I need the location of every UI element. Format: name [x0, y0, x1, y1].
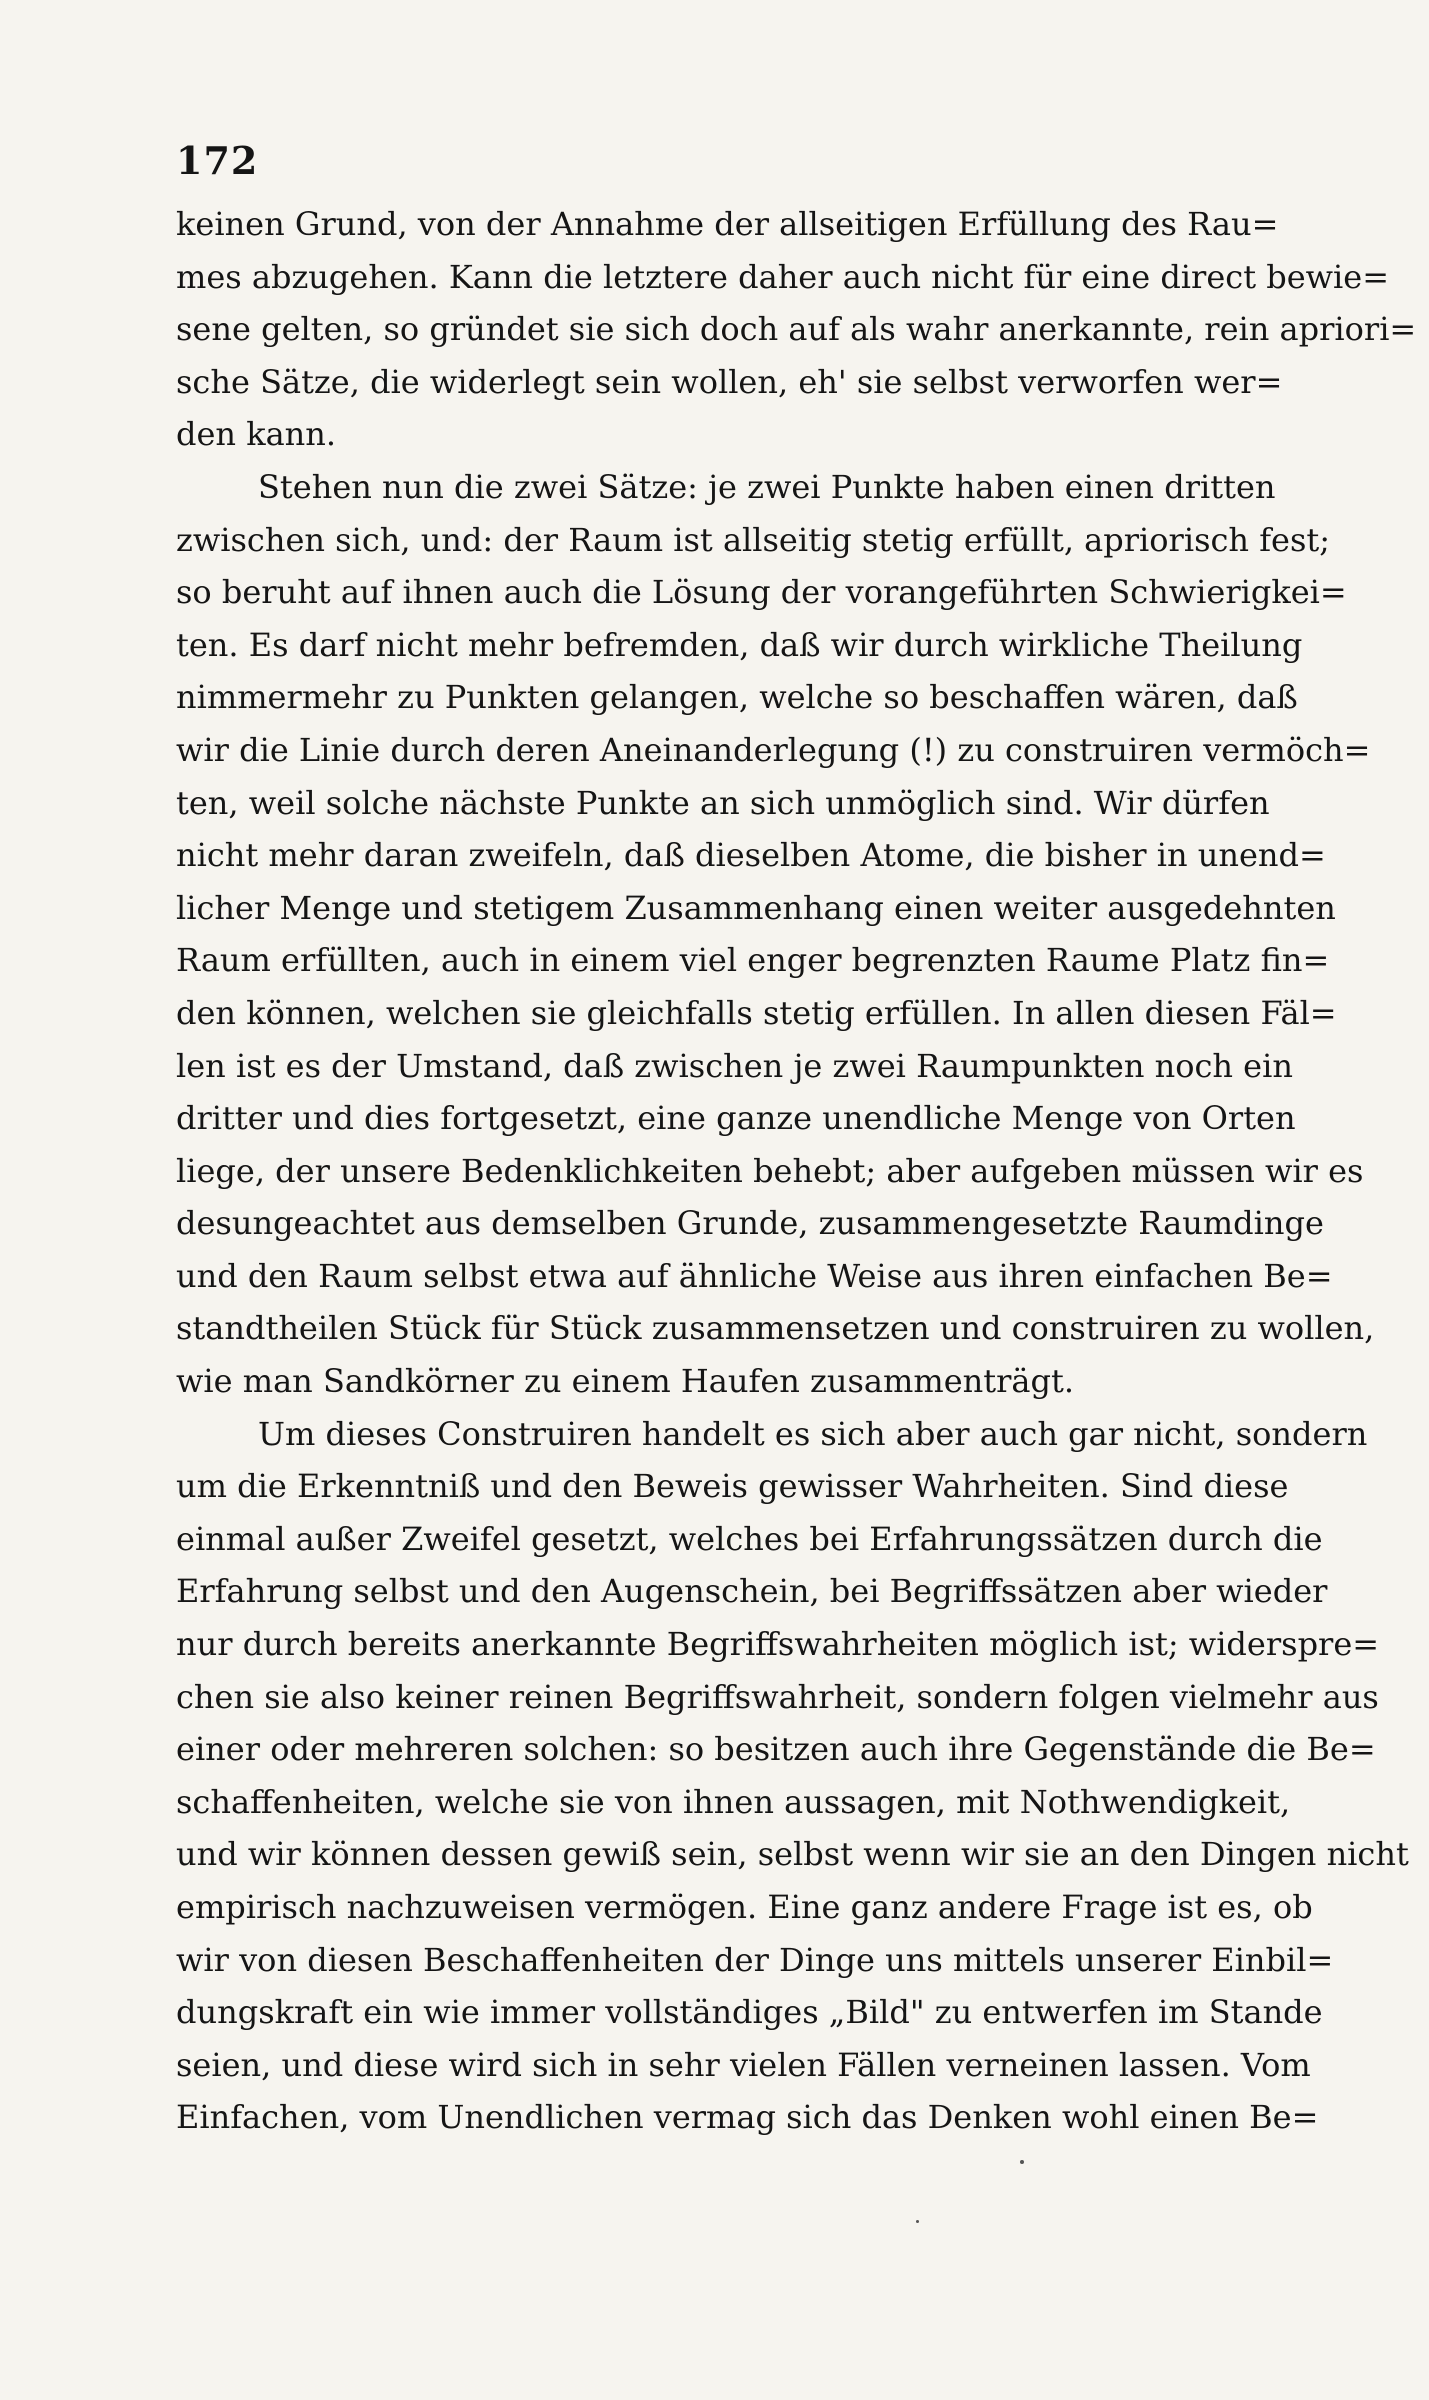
text-line: chen sie also keiner reinen Begriffswahrheit, sondern folgen vielmehr aus	[176, 1677, 1379, 1716]
text-line: Erfahrung selbst und den Augenschein, bei Begriffssätzen aber wieder	[176, 1572, 1328, 1611]
text-line: so beruht auf ihnen auch die Lösung der vorangeführten Schwierigkei=	[176, 573, 1347, 612]
text-line: dritter und dies fortgesetzt, eine ganze unendliche Menge von Orten	[176, 1099, 1296, 1138]
text-line: ten. Es darf nicht mehr befremden, daß wir durch wirkliche Theilung	[176, 625, 1303, 664]
text-line: und den Raum selbst etwa auf ähnliche Weise aus ihren einfachen Be=	[176, 1256, 1333, 1295]
text-line: seien, und diese wird sich in sehr vielen Fällen verneinen lassen. Vom	[176, 2045, 1311, 2084]
text-line: keinen Grund, von der Annahme der allseitigen Erfüllung des Rau=	[176, 205, 1279, 243]
text-line: den kann.	[176, 415, 337, 454]
text-line: sche Sätze, die widerlegt sein wollen, eh' sie selbst verworfen wer=	[176, 362, 1283, 401]
body-text	[176, 198, 1417, 2144]
paragraph-start-line: Um dieses Construiren handelt es sich aber auch gar nicht, sondern	[258, 1414, 1368, 1453]
paragraph-start-line: Stehen nun die zwei Sätze: je zwei Punkte haben einen dritten	[258, 467, 1276, 506]
text-line: und wir können dessen gewiß sein, selbst wenn wir sie an den Dingen nicht	[176, 1835, 1409, 1874]
text-line: desungeachtet aus demselben Grunde, zusammengesetzte Raumdinge	[176, 1204, 1324, 1243]
text-line: nimmermehr zu Punkten gelangen, welche so beschaffen wären, daß	[176, 678, 1298, 717]
text-line: zwischen sich, und: der Raum ist allseitig stetig erfüllt, apriorisch fest;	[176, 520, 1331, 559]
text-line: nur durch bereits anerkannte Begriffswahrheiten möglich ist; widerspre=	[176, 1625, 1380, 1664]
text-line: um die Erkenntniß und den Beweis gewisser Wahrheiten. Sind diese	[176, 1467, 1289, 1506]
text-line: dungskraft ein wie immer vollständiges „Bild" zu entwerfen im Stande	[176, 1993, 1323, 2032]
text-line: Raum erfüllten, auch in einem viel enger begrenzten Raume Platz fin=	[176, 941, 1330, 980]
text-line: nicht mehr daran zweifeln, daß dieselben Atome, die bisher in unend=	[176, 836, 1326, 875]
text-line: wie man Sandkörner zu einem Haufen zusammenträgt.	[176, 1362, 1074, 1401]
text-line: schaffenheiten, welche sie von ihnen aussagen, mit Nothwendigkeit,	[176, 1782, 1291, 1821]
text-line: Einfachen, vom Unendlichen vermag sich das Denken wohl einen Be=	[176, 2098, 1319, 2137]
text-line: einmal außer Zweifel gesetzt, welches bei Erfahrungssätzen durch die	[176, 1519, 1323, 1558]
text-line: wir die Linie durch deren Aneinanderlegung (!) zu construiren vermöch=	[176, 730, 1371, 769]
text-line: mes abzugehen. Kann die letztere daher auch nicht für eine direct bewie=	[176, 257, 1390, 296]
text-line: len ist es der Umstand, daß zwischen je zwei Raumpunkten noch ein	[176, 1046, 1293, 1085]
text-line: licher Menge und stetigem Zusammenhang einen weiter ausgedehnten	[176, 888, 1336, 927]
text-line: standtheilen Stück für Stück zusammensetzen und construiren zu wollen,	[176, 1309, 1375, 1348]
text-line: ten, weil solche nächste Punkte an sich unmöglich sind. Wir dürfen	[176, 783, 1270, 822]
page-number: 172	[176, 138, 259, 183]
ink-speck	[1020, 2160, 1024, 2164]
text-line: einer oder mehreren solchen: so besitzen auch ihre Gegenstände die Be=	[176, 1730, 1376, 1769]
ink-speck	[916, 2220, 919, 2223]
text-line: den können, welchen sie gleichfalls stetig erfüllen. In allen diesen Fäl=	[176, 993, 1337, 1032]
text-line: sene gelten, so gründet sie sich doch auf als wahr anerkannte, rein apriori=	[176, 310, 1417, 349]
text-line: wir von diesen Beschaffenheiten der Dinge uns mittels unserer Einbil=	[176, 1940, 1334, 1979]
text-line: liege, der unsere Bedenklichkeiten behebt; aber aufgeben müssen wir es	[176, 1151, 1364, 1190]
text-line: empirisch nachzuweisen vermögen. Eine ganz andere Frage ist es, ob	[176, 1888, 1313, 1926]
